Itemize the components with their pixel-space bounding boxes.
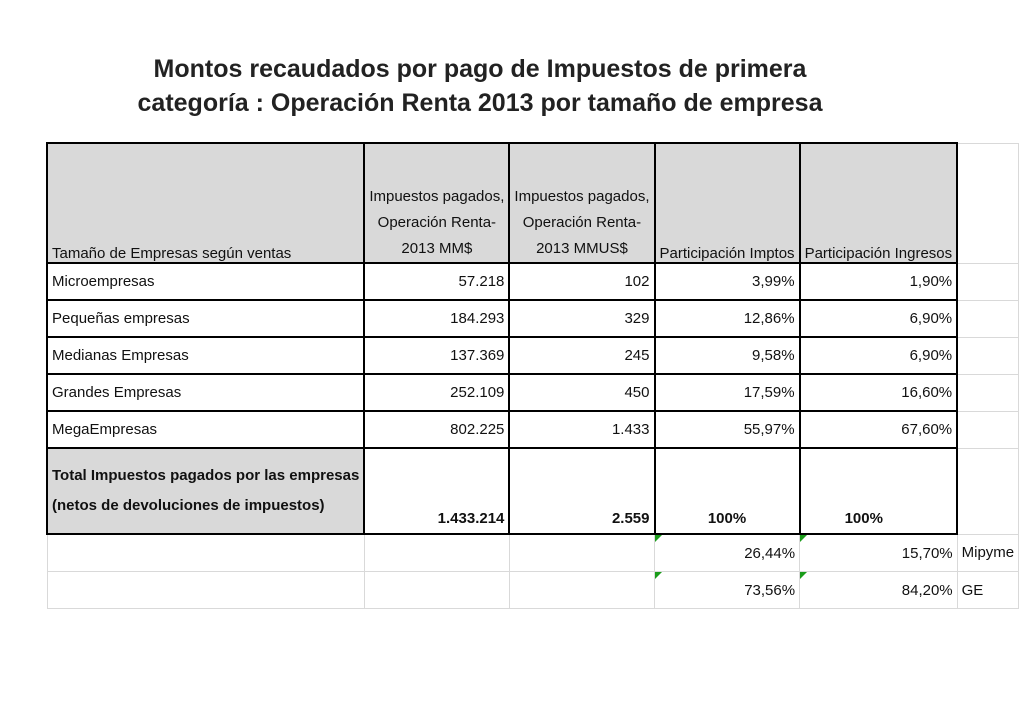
taxes-mm-cell: 802.225: [364, 411, 509, 448]
summary-income-share: 84,20%: [800, 572, 958, 609]
header-income-share: Participación Ingresos: [800, 143, 958, 263]
empty-cell: [957, 411, 1019, 448]
summary-tax-share: 73,56%: [655, 572, 800, 609]
taxes-mmus-cell: 329: [509, 300, 654, 337]
empty-cell: [957, 337, 1019, 374]
empty-cell: [957, 263, 1019, 300]
empty-cell: [364, 534, 509, 572]
tax-share-cell: 12,86%: [655, 300, 800, 337]
income-share-cell: 67,60%: [800, 411, 958, 448]
summary-row: [47, 572, 1019, 609]
empty-cell: [509, 572, 654, 609]
income-share-cell: 16,60%: [800, 374, 958, 411]
table-row: [47, 337, 1019, 374]
slide-title: [0, 52, 960, 120]
total-row: [47, 448, 1019, 534]
taxes-mm-cell: 184.293: [364, 300, 509, 337]
company-size-cell: MegaEmpresas: [47, 411, 364, 448]
summary-row: [47, 534, 1019, 572]
tax-share-cell: 17,59%: [655, 374, 800, 411]
taxes-mmus-cell: 450: [509, 374, 654, 411]
total-tax-share: 100%: [655, 448, 800, 534]
empty-cell: [957, 143, 1019, 263]
taxes-mm-cell: 57.218: [364, 263, 509, 300]
tax-share-cell: 3,99%: [655, 263, 800, 300]
total-taxes-mm: 1.433.214: [364, 448, 509, 534]
taxes-mmus-cell: 1.433: [509, 411, 654, 448]
income-share-cell: 1,90%: [800, 263, 958, 300]
header-company-size: Tamaño de Empresas según ventas: [47, 143, 364, 263]
taxes-mm-cell: 137.369: [364, 337, 509, 374]
taxes-mm-cell: 252.109: [364, 374, 509, 411]
tax-share-cell: 55,97%: [655, 411, 800, 448]
total-taxes-mmus: 2.559: [509, 448, 654, 534]
total-income-share: 100%: [800, 448, 958, 534]
empty-cell: [47, 572, 364, 609]
company-size-cell: Microempresas: [47, 263, 364, 300]
taxes-mmus-cell: 245: [509, 337, 654, 374]
total-label: [47, 448, 364, 534]
table-row: [47, 300, 1019, 337]
header-taxes-mmus-line-3: 2013 MMUS$: [536, 240, 628, 257]
income-share-cell: 6,90%: [800, 337, 958, 374]
empty-cell: [957, 448, 1019, 534]
header-tax-share: Participación Imptos: [655, 143, 800, 263]
table-row: [47, 263, 1019, 300]
header-taxes-mmus: [509, 143, 654, 263]
summary-label: GE: [957, 572, 1019, 609]
header-row: [47, 143, 1019, 263]
table-row: [47, 374, 1019, 411]
total-label-line-1: Total Impuestos pagados por las empresas: [52, 467, 360, 484]
company-size-cell: Medianas Empresas: [47, 337, 364, 374]
company-size-cell: Grandes Empresas: [47, 374, 364, 411]
header-taxes-mm: [364, 143, 509, 263]
header-taxes-mm-line-1: Impuestos pagados,: [369, 188, 505, 205]
summary-tax-share: 26,44%: [655, 534, 800, 572]
income-share-cell: 6,90%: [800, 300, 958, 337]
tax-collection-table: [46, 142, 1019, 609]
empty-cell: [957, 300, 1019, 337]
tax-share-cell: 9,58%: [655, 337, 800, 374]
header-taxes-mm-line-2: Operación Renta-: [377, 214, 497, 231]
taxes-mmus-cell: 102: [509, 263, 654, 300]
empty-cell: [364, 572, 509, 609]
header-taxes-mmus-line-1: Impuestos pagados,: [514, 188, 650, 205]
empty-cell: [509, 534, 654, 572]
table-row: [47, 411, 1019, 448]
company-size-cell: Pequeñas empresas: [47, 300, 364, 337]
total-label-line-2: (netos de devoluciones de impuestos): [52, 497, 325, 514]
header-taxes-mmus-line-2: Operación Renta-: [522, 214, 642, 231]
header-taxes-mm-line-3: 2013 MM$: [401, 240, 473, 257]
slide-title-line-1: Montos recaudados por pago de Impuestos de primera: [153, 55, 807, 83]
summary-income-share: 15,70%: [800, 534, 958, 572]
summary-label: Mipyme: [957, 534, 1019, 572]
empty-cell: [47, 534, 364, 572]
slide-title-line-2: categoría : Operación Renta 2013 por tamaño de empresa: [137, 89, 823, 117]
empty-cell: [957, 374, 1019, 411]
